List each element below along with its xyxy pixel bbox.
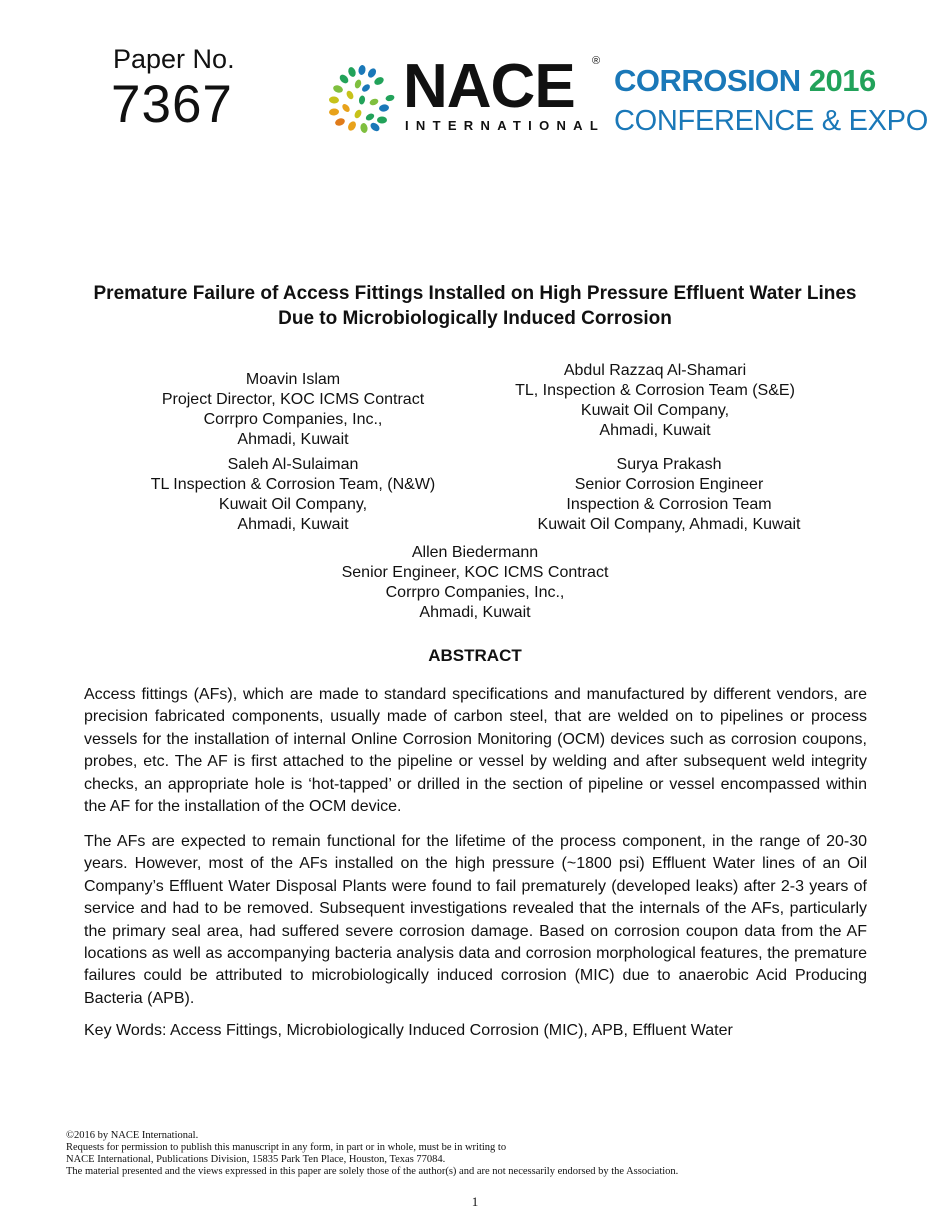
footnote-line: The material presented and the views expressed in this paper are solely those of the author(s) and are not necessarily endorsed by the Association. — [66, 1166, 679, 1177]
nace-logo-text: NACE — [403, 52, 575, 121]
author-affiliation: Ahmadi, Kuwait — [599, 422, 711, 439]
paper-number-label: Paper No. — [113, 44, 235, 74]
author-affiliation: Ahmadi, Kuwait — [237, 516, 349, 533]
footnote-line: NACE International, Publications Division, 15835 Park Ten Place, Houston, Texas 77084. — [66, 1154, 446, 1165]
footnote-line: ©2016 by NACE International. — [66, 1130, 199, 1141]
author-block — [489, 455, 849, 535]
author-affiliation: Ahmadi, Kuwait — [237, 431, 349, 448]
author-affiliation: Inspection & Corrosion Team — [566, 496, 772, 513]
author-affiliation: TL, Inspection & Corrosion Team (S&E) — [515, 382, 795, 399]
conference-subtitle: CONFERENCE & EXPO — [614, 105, 928, 137]
author-name: Surya Prakash — [616, 456, 722, 473]
footnote-line: Requests for permission to publish this manuscript in any form, in part or in whole, must be in writing to — [66, 1142, 507, 1153]
author-affiliation: TL Inspection & Corrosion Team, (N&W) — [150, 476, 436, 493]
author-affiliation: Project Director, KOC ICMS Contract — [161, 391, 425, 408]
author-block — [475, 361, 835, 441]
author-affiliation: Senior Engineer, KOC ICMS Contract — [341, 564, 609, 581]
registered-mark: ® — [592, 55, 601, 67]
conference-year: 2016 — [808, 63, 876, 98]
nace-logo-icon — [322, 62, 402, 136]
author-block — [113, 370, 473, 450]
author-affiliation: Kuwait Oil Company, Ahmadi, Kuwait — [537, 516, 801, 533]
paper-title: Premature Failure of Access Fittings Installed on High Pressure Effluent Water Lines Due to Microbiologically Induced Corrosion — [93, 283, 857, 329]
author-block — [295, 543, 655, 623]
author-affiliation: Senior Corrosion Engineer — [574, 476, 764, 493]
keywords: Key Words: Access Fittings, Microbiologically Induced Corrosion (MIC), APB, Effluent Water — [84, 1022, 733, 1039]
paper-number: 7367 — [111, 75, 233, 134]
page-number: 1 — [471, 1194, 479, 1209]
author-affiliation: Kuwait Oil Company, — [580, 402, 730, 419]
abstract-heading: ABSTRACT — [428, 646, 522, 665]
author-name: Abdul Razzaq Al-Shamari — [563, 362, 747, 379]
copyright-footnote — [66, 1130, 678, 1178]
author-block — [113, 455, 473, 535]
author-affiliation: Corrpro Companies, Inc., — [203, 411, 383, 428]
author-name: Saleh Al-Sulaiman — [227, 456, 359, 473]
nace-logo-subtitle: INTERNATIONAL — [405, 118, 606, 133]
author-affiliation: Ahmadi, Kuwait — [419, 604, 531, 621]
conference-word: CORROSION — [614, 63, 801, 98]
author-name: Moavin Islam — [245, 371, 341, 388]
author-affiliation: Kuwait Oil Company, — [218, 496, 368, 513]
abstract-paragraph: Access fittings (AFs), which are made to standard specifications and manufactured by different vendors, are precision fabricated components, usually made of carbon steel, that are welded on to pipelines or process vessels for the installation of internal Online Corrosion Monitoring (OCM) devices such as corrosion coupons, probes, etc. The AF is first attached to the pipeline or vessel by welding and after subsequent weld integrity checks, an appropriate hole is ‘hot-tapped’ or drilled in the section of pipeline or vessel encompassed within the AF for the installation of the OCM device. — [84, 686, 867, 816]
author-name: Allen Biedermann — [411, 544, 539, 561]
abstract-paragraph: The AFs are expected to remain functional for the lifetime of the process component, in the range of 20-30 years. However, most of the AFs installed on the high pressure (~1800 psi) Effluent Water lines of an Oil Company’s Effluent Water Disposal Plants were found to fail prematurely (developed leaks) after 2-3 years of service and had to be removed. Subsequent investigations revealed that the internals of the AFs, particularly the primary seal area, had suffered severe corrosion damage. Based on corrosion coupon data from the AF locations as well as accompanying bacteria analysis data and corrosion morphological features, the premature failures could be attributed to microbiologically induced corrosion (MIC) due to anaerobic Acid Producing Bacteria (APB). — [84, 833, 867, 1007]
conference-title — [614, 63, 876, 99]
author-affiliation: Corrpro Companies, Inc., — [385, 584, 565, 601]
